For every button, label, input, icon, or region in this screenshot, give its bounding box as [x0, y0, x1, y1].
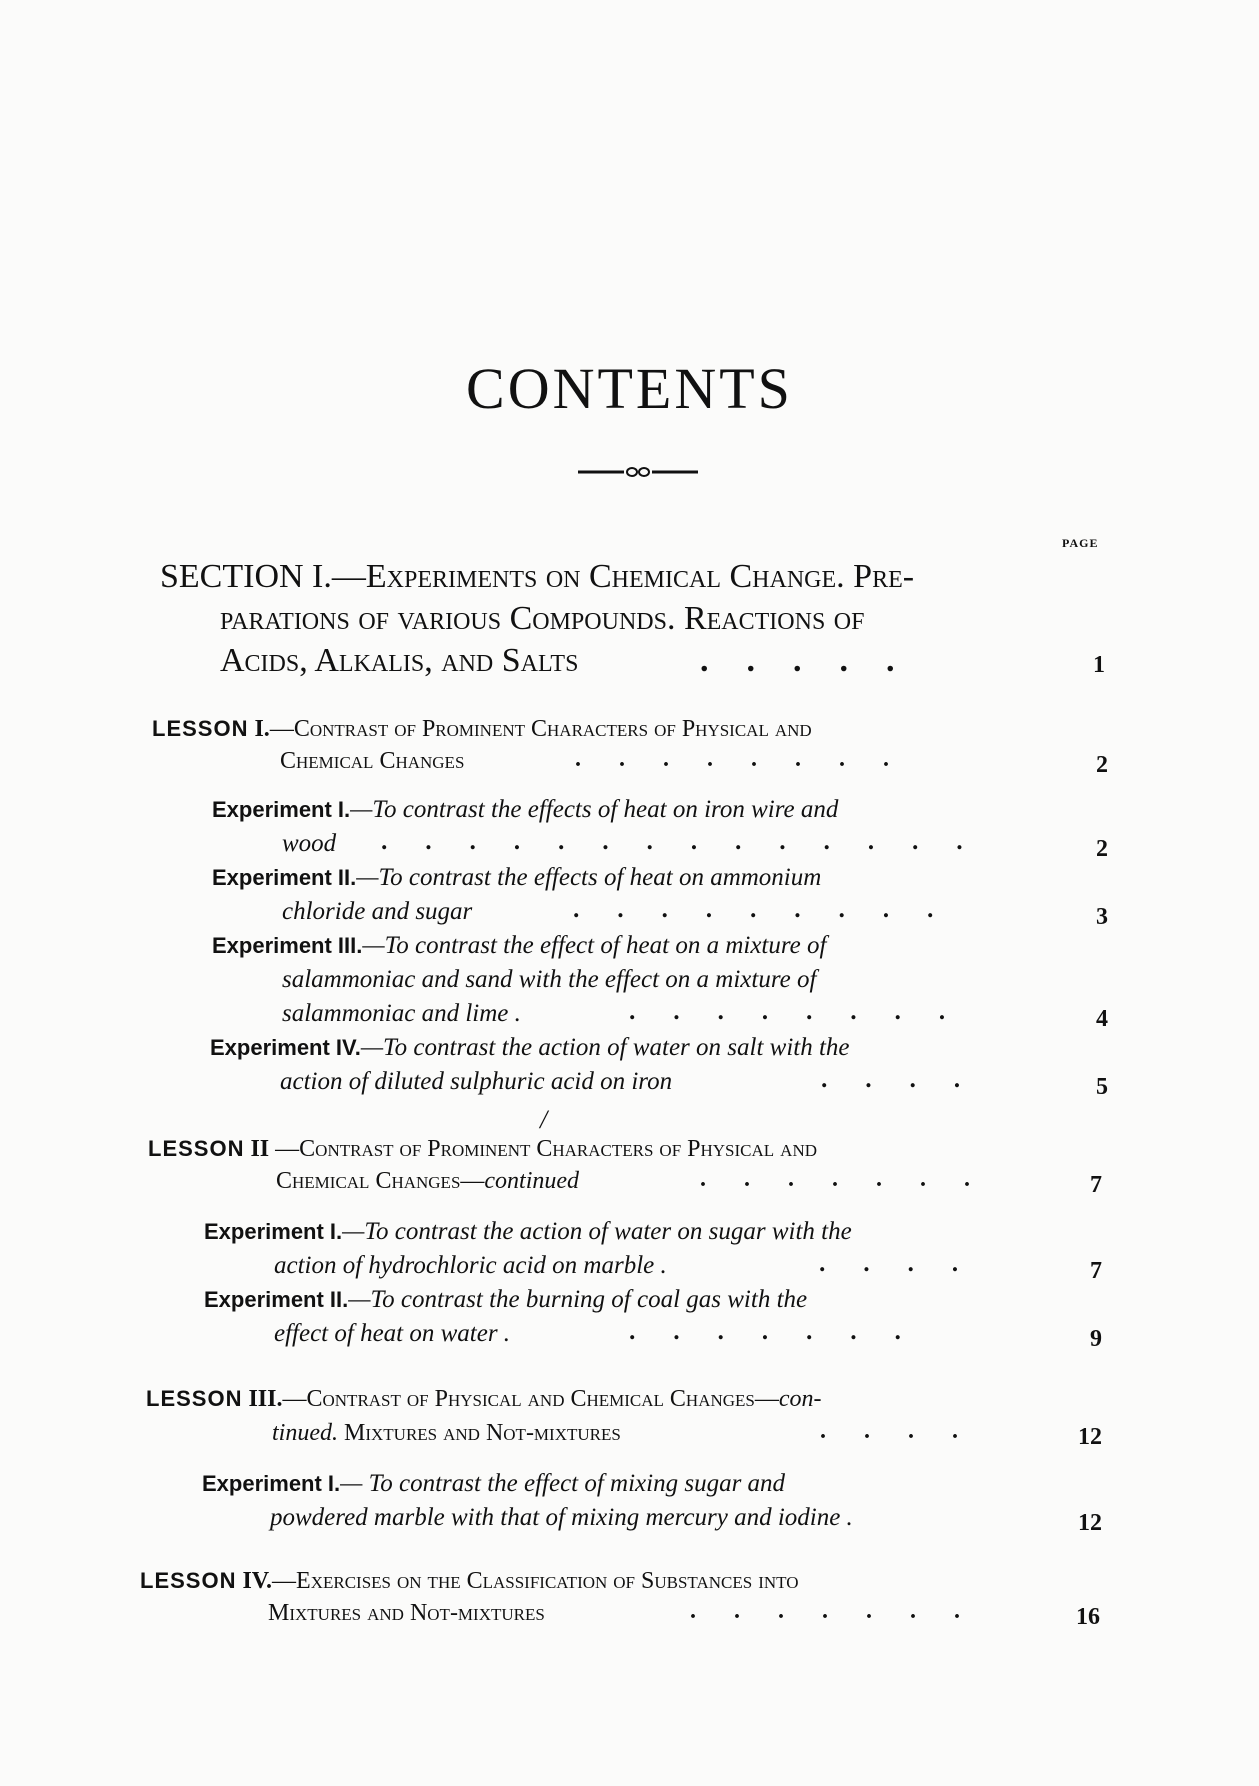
lesson-title-continued: con- — [778, 1386, 822, 1412]
lesson-label: LESSON — [146, 1386, 243, 1411]
lesson-numeral: II — [250, 1136, 270, 1162]
page-number: 2 — [1096, 752, 1108, 778]
page-number: 3 — [1096, 904, 1108, 930]
lesson-title: —Contrast of Physical and Chemical Changes— — [282, 1386, 779, 1412]
experiment-text: —To contrast the action of water on sugar with the — [342, 1218, 852, 1245]
experiment-text: salammoniac and sand with the effect on a mixture of — [282, 966, 817, 993]
experiment-text: —To contrast the action of water on salt with the — [360, 1034, 850, 1061]
lesson-title: Mixtures and Not-mixtures — [268, 1600, 545, 1626]
leader-dots: ........ — [630, 998, 984, 1025]
lesson-title: —Exercises on the Classification of Substances into — [272, 1568, 799, 1594]
lesson-numeral: IV. — [242, 1568, 273, 1594]
lesson-title: —Contrast of Prominent Characters of Physical and — [269, 1136, 818, 1162]
leader-dots: .... — [820, 1418, 996, 1444]
experiment-text: chloride and sugar — [282, 898, 473, 925]
page-number: 9 — [1090, 1326, 1102, 1352]
page-number: 1 — [1093, 652, 1105, 678]
lesson-numeral: I. — [254, 716, 270, 742]
experiment-text: —To contrast the effects of heat on ammonium — [356, 864, 822, 891]
experiment-label: Experiment III. — [212, 933, 363, 958]
page-number: 7 — [1090, 1172, 1102, 1198]
lesson-label: LESSON — [152, 716, 249, 741]
ornament-rule — [578, 465, 698, 479]
experiment-text: salammoniac and lime . — [282, 1000, 521, 1027]
experiment-text: effect of heat on water . — [274, 1320, 511, 1347]
leader-dots: ....... — [690, 1598, 998, 1624]
experiment-text: — To contrast the effect of mixing sugar and — [340, 1470, 786, 1497]
page-number: 4 — [1096, 1006, 1108, 1032]
leader-dots: .... — [822, 1066, 999, 1093]
lesson-label: LESSON — [148, 1136, 245, 1161]
experiment-text: —To contrast the effect of heat on a mixture of — [362, 932, 827, 959]
lesson-numeral: III. — [248, 1386, 283, 1412]
page-number: 2 — [1096, 836, 1108, 862]
page-number: 12 — [1078, 1424, 1102, 1450]
page-title: CONTENTS — [466, 356, 793, 421]
experiment-text: —To contrast the effects of heat on iron wire and — [350, 796, 839, 823]
experiment-text: action of diluted sulphuric acid on iron — [280, 1068, 673, 1095]
page-number: 16 — [1076, 1604, 1100, 1630]
leader-dots: ........ — [575, 746, 927, 772]
leader-dots: ..... — [700, 642, 933, 679]
experiment-text: —To contrast the burning of coal gas with the — [348, 1286, 808, 1313]
lesson-label: LESSON — [140, 1568, 237, 1593]
experiment-text: wood — [282, 830, 337, 857]
lesson-title: —Contrast of Prominent Characters of Physical and — [269, 716, 812, 742]
page-number: 7 — [1090, 1258, 1102, 1284]
lesson-title-continued: tinued. — [272, 1420, 338, 1446]
section-line: parations of various Compounds. Reactions of — [220, 600, 865, 637]
experiment-text: powdered marble with that of mixing mercury and iodine . — [270, 1504, 853, 1531]
experiment-label: Experiment II. — [212, 865, 357, 890]
experiment-label: Experiment IV. — [210, 1035, 361, 1060]
leader-dots: .... — [820, 1250, 997, 1277]
lesson-title: Chemical Changes — [280, 748, 465, 774]
section-line: Acids, Alkalis, and Salts — [220, 642, 579, 679]
section-line: SECTION I.—Experiments on Chemical Change. Pre- — [160, 558, 915, 595]
experiment-label: Experiment I. — [204, 1219, 343, 1244]
leader-dots: .............. — [382, 828, 1002, 855]
page-column-header: PAGE — [1062, 536, 1099, 550]
page-number: 12 — [1078, 1510, 1102, 1536]
lesson-title: Chemical Changes— — [276, 1168, 485, 1194]
experiment-label: Experiment I. — [212, 797, 351, 822]
experiment-label: Experiment I. — [202, 1471, 341, 1496]
leader-dots: ....... — [630, 1318, 940, 1345]
experiment-text: action of hydrochloric acid on marble . — [274, 1252, 667, 1279]
leader-dots: ....... — [700, 1166, 1008, 1192]
experiment-label: Experiment II. — [204, 1287, 349, 1312]
lesson-title-continued: continued — [484, 1168, 580, 1194]
page-number: 5 — [1096, 1074, 1108, 1100]
stray-pencil-mark: / — [540, 1105, 548, 1134]
leader-dots: ......... — [574, 896, 973, 923]
lesson-title: Mixtures and Not-mixtures — [338, 1420, 621, 1446]
